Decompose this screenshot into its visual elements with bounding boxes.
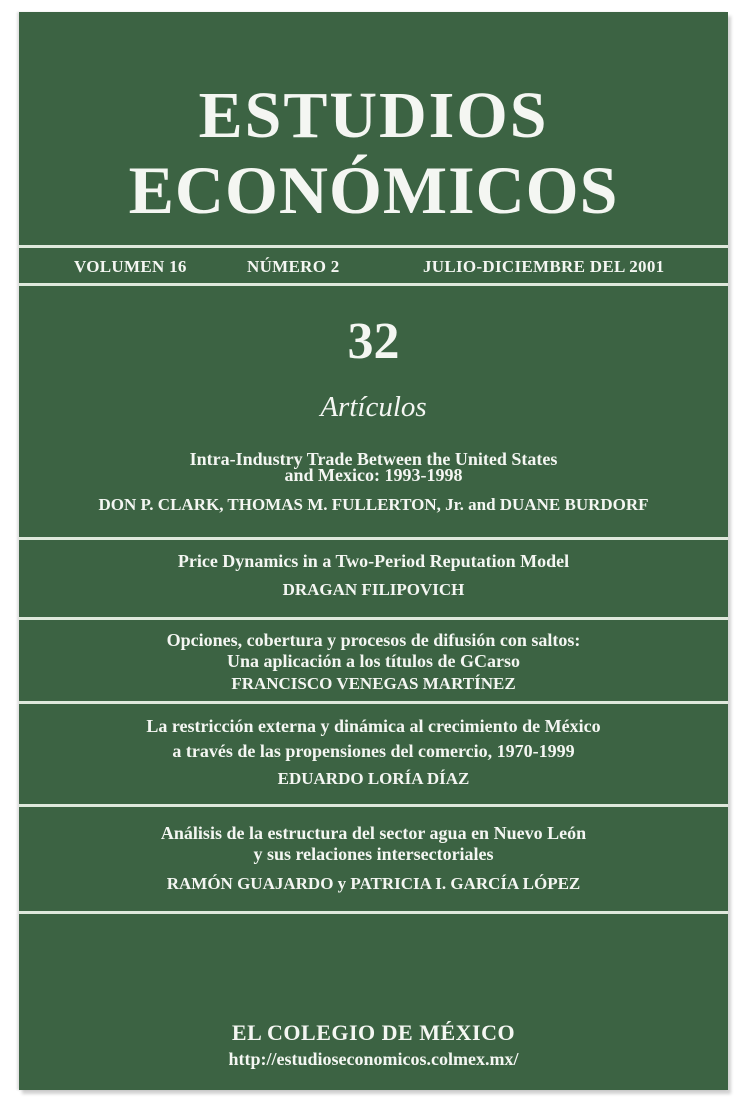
- divider-article-3: [19, 701, 728, 704]
- number-label: NÚMERO 2: [247, 257, 340, 276]
- article-3-authors: FRANCISCO VENEGAS MARTÍNEZ: [231, 674, 516, 693]
- divider-article-2: [19, 617, 728, 620]
- divider-article-5: [19, 911, 728, 914]
- article-5-title-line1: Análisis de la estructura del sector agua en Nuevo León: [160, 823, 587, 843]
- article-5-authors: RAMÓN GUAJARDO y PATRICIA I. GARCÍA LÓPEZ: [166, 874, 581, 893]
- period-label: JULIO-DICIEMBRE DEL 2001: [423, 257, 665, 276]
- article-2-authors: DRAGAN FILIPOVICH: [282, 580, 465, 599]
- article-2-title: Price Dynamics in a Two-Period Reputation Model: [177, 551, 570, 571]
- article-4-title-line2: a través de las propensiones del comercio, 1970-1999: [172, 741, 575, 761]
- article-1-title-line1: Intra-Industry Trade Between the United States: [189, 449, 558, 469]
- publisher-name: EL COLEGIO DE MÉXICO: [231, 1020, 516, 1045]
- volume-label: VOLUMEN 16: [74, 257, 187, 276]
- article-1-title-line2: and Mexico: 1993-1998: [284, 465, 463, 485]
- issue-number: 32: [347, 313, 400, 370]
- article-5-title-line2: y sus relaciones intersectoriales: [253, 844, 494, 864]
- article-3-title-line2: Una aplicación a los títulos de GCarso: [226, 651, 521, 671]
- article-3-title-line1: Opciones, cobertura y procesos de difusión con saltos:: [166, 630, 581, 650]
- section-title: Artículos: [320, 391, 427, 423]
- divider-issue-info: [19, 283, 728, 286]
- divider-top: [19, 245, 728, 248]
- divider-article-4: [19, 804, 728, 807]
- article-4-authors: EDUARDO LORÍA DÍAZ: [277, 769, 470, 788]
- divider-article-1: [19, 537, 728, 540]
- journal-url: http://estudioseconomicos.colmex.mx/: [228, 1049, 519, 1069]
- journal-title-line1: ESTUDIOS: [198, 79, 549, 152]
- article-4-title-line1: La restricción externa y dinámica al crecimiento de México: [146, 716, 601, 736]
- journal-cover: [19, 12, 728, 1090]
- article-1-authors: DON P. CLARK, THOMAS M. FULLERTON, Jr. and DUANE BURDORF: [98, 495, 649, 514]
- journal-title-line2: ECONÓMICOS: [128, 152, 619, 228]
